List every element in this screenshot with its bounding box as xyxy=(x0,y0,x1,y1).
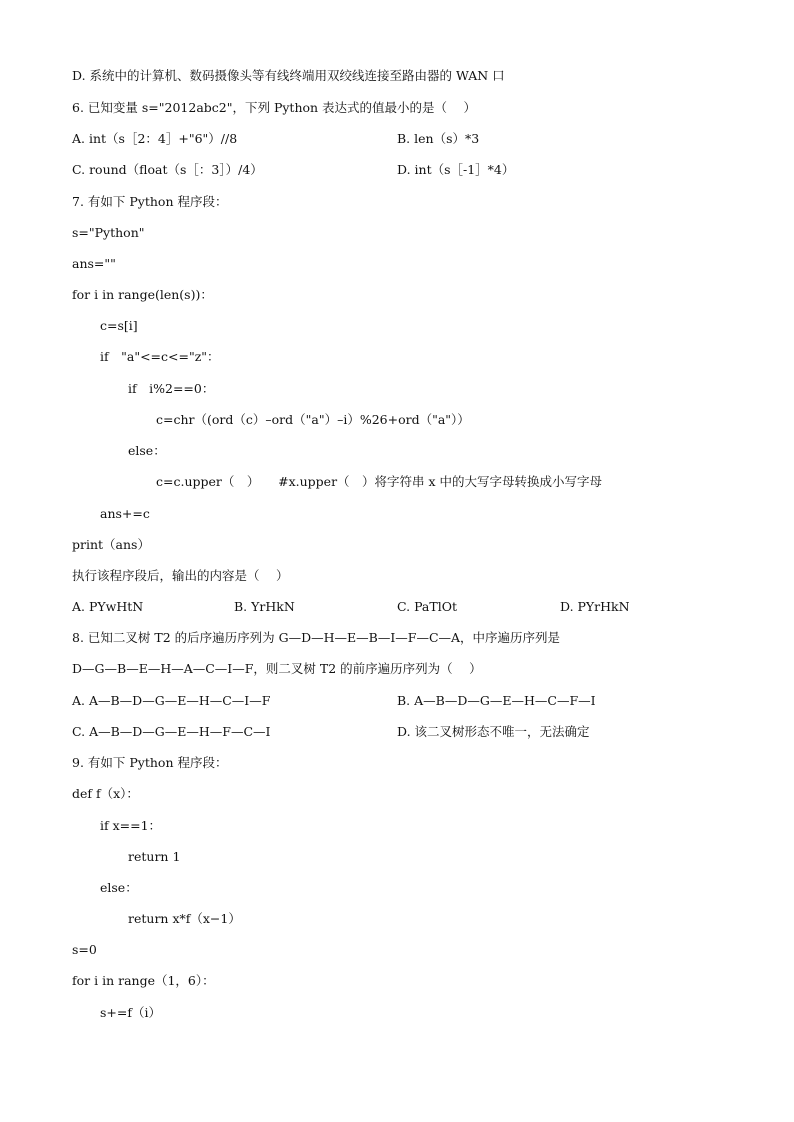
q8-option-c: C. A—B—D—G—E—H—F—C—I xyxy=(72,724,271,739)
q9-stem: 9. 有如下 Python 程序段： xyxy=(72,755,228,770)
code-line: return 1 xyxy=(128,849,181,864)
code-line: ans+=c xyxy=(100,506,150,521)
code-line: print（ans） xyxy=(72,537,150,552)
code-line: if "a"<=c<="z"： xyxy=(100,349,220,364)
q5-option-d: D. 系统中的计算机、数码摄像头等有线终端用双绞线连接至路由器的 WAN 口 xyxy=(72,68,505,83)
q8-stem-line2: D—G—B—E—H—A—C—I—F，则二叉树 T2 的前序遍历序列为（ ） xyxy=(72,661,482,676)
q7-option-d: D. PYrHkN xyxy=(560,599,630,614)
q7-option-c: C. PaTlOt xyxy=(397,599,457,614)
q6-option-d: D. int（s［-1］*4） xyxy=(397,162,515,177)
q7-question: 执行该程序段后，输出的内容是（ ） xyxy=(72,568,289,583)
code-line: else： xyxy=(100,880,138,895)
q7-stem: 7. 有如下 Python 程序段： xyxy=(72,194,228,209)
code-line: s="Python" xyxy=(72,225,145,240)
code-line: c=s[i] xyxy=(100,318,138,333)
code-line: else： xyxy=(128,443,166,458)
code-line: s=0 xyxy=(72,942,97,957)
q7-option-a: A. PYwHtN xyxy=(72,599,144,614)
code-line: if i%2==0： xyxy=(128,381,215,396)
code-line: if x==1： xyxy=(100,818,162,833)
q6-option-c: C. round（float（s［：3］）/4） xyxy=(72,162,263,177)
q6-stem: 6. 已知变量 s="2012abc2"，下列 Python 表达式的值最小的是（ ） xyxy=(72,100,477,115)
code-line: s+=f（i） xyxy=(100,1005,161,1020)
q6-option-b: B. len（s）*3 xyxy=(397,131,480,146)
q8-option-d: D. 该二叉树形态不唯一，无法确定 xyxy=(397,724,590,739)
code-line: ans="" xyxy=(72,256,116,271)
q8-option-b: B. A—B—D—G—E—H—C—F—I xyxy=(397,693,596,708)
q8-option-a: A. A—B—D—G—E—H—C—I—F xyxy=(72,693,271,708)
code-line: c=chr（(ord（c）–ord（"a"）–i）%26+ord（"a"）） xyxy=(156,412,470,427)
code-line: return x*f（x−1） xyxy=(128,911,241,926)
q7-option-b: B. YrHkN xyxy=(234,599,295,614)
q6-option-a: A. int（s［2：4］+"6"）//8 xyxy=(72,131,238,146)
q8-stem-line1: 8. 已知二叉树 T2 的后序遍历序列为 G—D—H—E—B—I—F—C—A，中序遍历序列是 xyxy=(72,630,561,645)
code-line: def f（x）： xyxy=(72,786,139,801)
code-line: c=c.upper（ ） #x.upper（ ）将字符串 x 中的大写字母转换成小写字母 xyxy=(156,474,603,489)
code-line: for i in range(len(s))： xyxy=(72,287,213,302)
code-line: for i in range（1，6）： xyxy=(72,973,215,988)
